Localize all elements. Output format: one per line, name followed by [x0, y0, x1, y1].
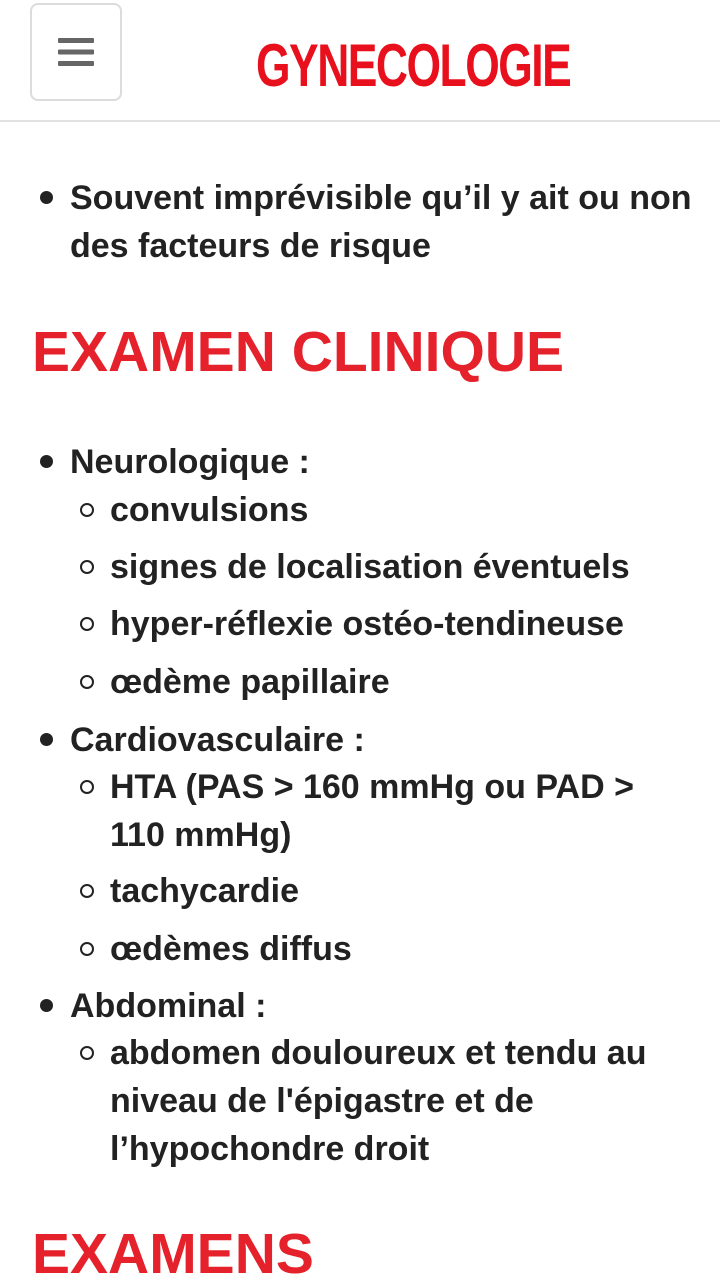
list-item-cardiovasculaire: Cardiovasculaire : [70, 716, 700, 764]
menu-button[interactable] [30, 3, 122, 101]
list-subitem: convulsions [110, 486, 710, 534]
hamburger-icon [58, 38, 94, 66]
list-subitem: HTA (PAS > 160 mmHg ou PAD > 110 mmHg) [110, 763, 680, 859]
list-subitem: œdèmes diffus [110, 925, 710, 973]
list-subitem: tachycardie [110, 867, 710, 915]
section-heading-examen-clinique: EXAMEN CLINIQUE [32, 320, 565, 384]
intro-bullet: Souvent imprévisible qu’il y ait ou non des facteurs de risque [70, 174, 700, 270]
site-header [0, 0, 720, 122]
list-subitem: hyper-réflexie ostéo-tendineuse [110, 600, 710, 648]
list-item-neurologique: Neurologique : [70, 438, 700, 486]
list-subitem: abdomen douloureux et tendu au niveau de l'épigastre et de l’hypochondre droit [110, 1029, 670, 1173]
section-heading-examens: EXAMENS [32, 1222, 314, 1280]
list-item-abdominal: Abdominal : [70, 982, 700, 1030]
list-subitem: signes de localisation éventuels [110, 543, 710, 591]
list-subitem: œdème papillaire [110, 658, 710, 706]
site-logo[interactable]: GYNECOLOGIE [256, 31, 571, 99]
